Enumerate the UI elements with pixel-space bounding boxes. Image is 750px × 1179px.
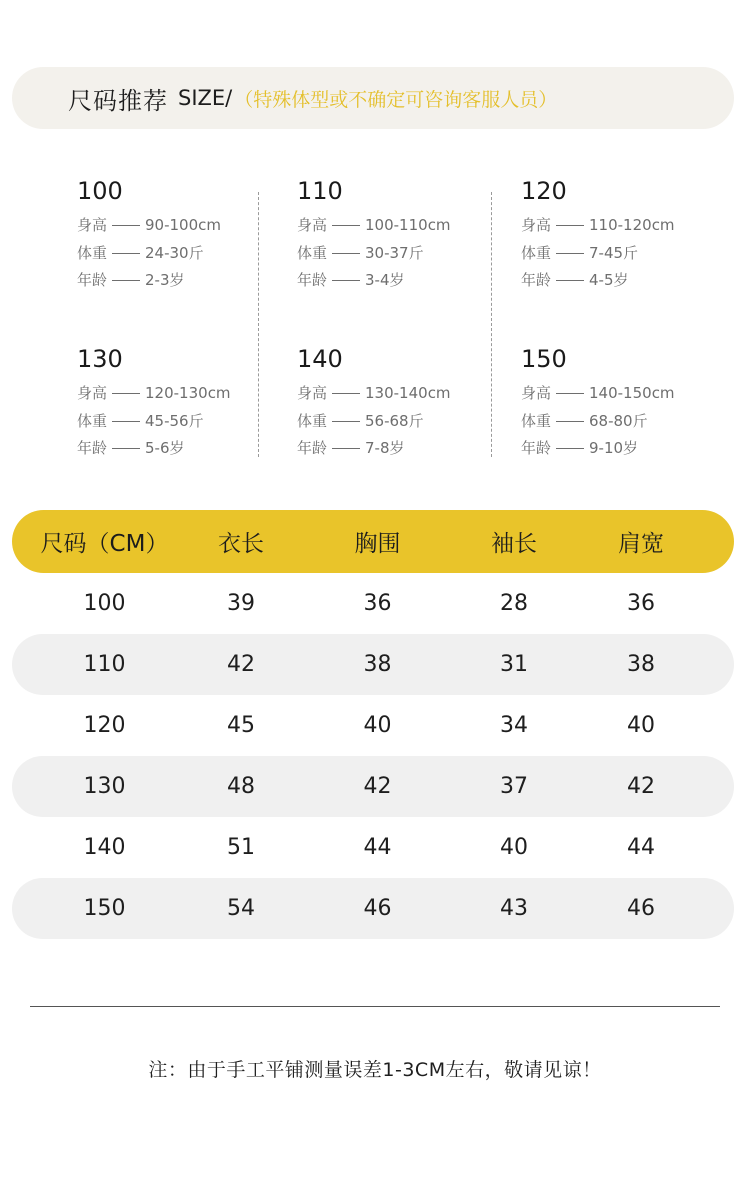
rec-value: 5-6岁: [145, 439, 185, 457]
table-row: [12, 634, 734, 695]
rec-age-line: [77, 267, 277, 295]
table-cell: 36: [363, 591, 392, 616]
table-cell: 39: [227, 591, 255, 616]
rec-weight-line: [77, 240, 277, 268]
table-cell: 42: [227, 652, 255, 677]
rec-weight-line: [521, 240, 721, 268]
table-row: [12, 756, 734, 817]
rec-weight-line: [297, 240, 497, 268]
rec-height-line: [297, 212, 497, 240]
rec-value: 3-4岁: [365, 271, 405, 289]
rec-value: 56-68斤: [365, 411, 424, 430]
rec-label: 体重: [521, 411, 552, 430]
rec-size: 110: [297, 177, 343, 205]
rec-label: 年龄: [77, 439, 108, 457]
table-cell: 42: [627, 774, 655, 799]
rec-size: 120: [521, 177, 567, 205]
column-divider: [491, 192, 492, 457]
table-cell: 36: [627, 591, 655, 616]
rec-card-100: [77, 176, 277, 295]
rec-label: 身高: [297, 216, 328, 234]
rec-weight-line: [521, 408, 721, 436]
table-cell: 100: [83, 591, 126, 616]
table-cell: 150: [83, 896, 126, 921]
table-cell: 44: [627, 835, 655, 860]
table-cell: 38: [627, 652, 655, 677]
table-cell: 37: [500, 774, 528, 799]
rec-value: 100-110cm: [365, 216, 451, 234]
header-length: 衣长: [218, 531, 264, 557]
divider-line: [30, 1006, 720, 1007]
rec-value: 68-80斤: [589, 411, 648, 430]
table-cell: 42: [363, 774, 392, 799]
rec-value: 90-100cm: [145, 216, 222, 234]
table-cell: 48: [227, 774, 255, 799]
rec-age-line: [297, 267, 497, 295]
header-chest: 胸围: [354, 531, 401, 557]
rec-value: 4-5岁: [589, 271, 629, 289]
rec-size: 150: [521, 345, 567, 373]
table-cell: 43: [500, 896, 528, 921]
column-divider: [258, 192, 259, 457]
rec-label: 身高: [521, 216, 552, 234]
table-cell: 140: [83, 835, 126, 860]
rec-size: 130: [77, 345, 123, 373]
size-recommend-title-bar: [12, 67, 734, 129]
size-table: [12, 510, 734, 939]
rec-weight-line: [297, 408, 497, 436]
rec-value: 120-130cm: [145, 384, 231, 402]
rec-size: 140: [297, 345, 343, 373]
rec-value: 45-56斤: [145, 411, 204, 430]
rec-height-line: [297, 380, 497, 408]
rec-height-line: [521, 380, 721, 408]
rec-card-130: [77, 344, 277, 463]
rec-card-110: [297, 176, 497, 295]
rec-label: 年龄: [521, 439, 552, 457]
table-cell: 54: [227, 896, 255, 921]
rec-label: 体重: [297, 411, 328, 430]
rec-label: 身高: [297, 384, 328, 402]
rec-age-line: [77, 435, 277, 463]
table-cell: 51: [227, 835, 255, 860]
header-size: 尺码（CM）: [40, 531, 169, 557]
table-cell: 28: [500, 591, 528, 616]
rec-value: 130-140cm: [365, 384, 451, 402]
table-cell: 46: [627, 896, 655, 921]
rec-label: 身高: [521, 384, 552, 402]
rec-label: 身高: [77, 384, 108, 402]
rec-value: 7-8岁: [365, 439, 405, 457]
rec-label: 体重: [297, 243, 328, 262]
table-cell: 120: [83, 713, 126, 738]
rec-card-120: [521, 176, 721, 295]
measurement-note: 注：由于手工平铺测量误差1-3CM左右，敬请见谅！: [148, 1059, 602, 1081]
rec-card-140: [297, 344, 497, 463]
table-cell: 31: [500, 652, 528, 677]
rec-label: 年龄: [297, 271, 328, 289]
rec-value: 24-30斤: [145, 243, 204, 262]
table-cell: 40: [500, 835, 528, 860]
rec-label: 体重: [77, 411, 108, 430]
rec-weight-line: [77, 408, 277, 436]
rec-age-line: [521, 435, 721, 463]
rec-age-line: [521, 267, 721, 295]
table-row: [12, 573, 734, 634]
rec-age-line: [297, 435, 497, 463]
rec-value: 2-3岁: [145, 271, 185, 289]
rec-height-line: [77, 380, 277, 408]
rec-label: 身高: [77, 216, 108, 234]
rec-label: 年龄: [521, 271, 552, 289]
rec-height-line: [521, 212, 721, 240]
table-header: [12, 510, 734, 573]
rec-label: 年龄: [77, 271, 108, 289]
table-cell: 45: [227, 713, 255, 738]
rec-value: 140-150cm: [589, 384, 675, 402]
table-row: [12, 878, 734, 939]
table-cell: 40: [627, 713, 655, 738]
consult-note: （特殊体型或不确定可咨询客服人员）: [234, 88, 558, 111]
table-cell: 34: [500, 713, 528, 738]
rec-label: 体重: [521, 243, 552, 262]
table-cell: 38: [363, 652, 392, 677]
table-cell: 110: [83, 652, 126, 677]
rec-card-150: [521, 344, 721, 463]
table-cell: 40: [363, 713, 392, 738]
table-row: [12, 817, 734, 878]
page-title: 尺码推荐: [68, 86, 168, 115]
rec-size: 100: [77, 177, 123, 205]
rec-label: 体重: [77, 243, 108, 262]
table-cell: 44: [363, 835, 392, 860]
rec-height-line: [77, 212, 277, 240]
table-cell: 130: [83, 774, 126, 799]
header-sleeve: 袖长: [491, 531, 537, 557]
size-recommendation-grid: [0, 170, 750, 470]
rec-value: 9-10岁: [589, 439, 639, 457]
size-label: SIZE/: [178, 86, 233, 110]
table-cell: 46: [363, 896, 392, 921]
rec-value: 110-120cm: [589, 216, 675, 234]
rec-value: 7-45斤: [589, 243, 639, 262]
header-shoulder: 肩宽: [618, 531, 664, 557]
rec-label: 年龄: [297, 439, 328, 457]
rec-value: 30-37斤: [365, 243, 424, 262]
table-row: [12, 695, 734, 756]
